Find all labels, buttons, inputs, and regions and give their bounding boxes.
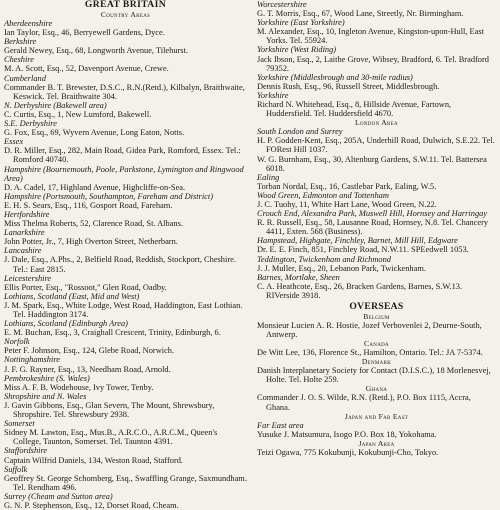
directory-entry: Sidney M. Lawton, Esq., Mus.B., A.R.C.O., A.R.C.M., Queen's College, Taunton, Somerset. Tel. Taunton 4391.: [4, 428, 218, 447]
directory-entry: E. M. Buchan, Esq., 3, Craighall Crescent, Trinity, Edinburgh, 6.: [4, 328, 221, 338]
region-label: Staffordshire: [4, 446, 48, 456]
directory-entry: J. C. Tuohy, 11, White Hart Lane, Wood Green, N.22.: [256, 199, 437, 209]
directory-entry: C. Curtis, Esq., 1, New Lumford, Bakewell.: [4, 109, 152, 119]
directory-entry: Commander J. O. S. Wilde, R.N. (Retd.), P.O. Box 1115, Accra, Ghana.: [256, 393, 471, 412]
region-label: Cheshire: [4, 55, 34, 65]
region-label: Barnes, Mortlake, Sheen: [256, 272, 340, 282]
region-label: Somerset: [4, 419, 35, 429]
directory-entry: G. N. P. Stephenson, Esq., 12, Dorset Road, Cheam.: [4, 500, 179, 510]
region-label: S.E. Derbyshire: [4, 119, 57, 129]
region-label: Hertfordshire: [4, 209, 50, 219]
section-heading-great-britain: GREAT BRITAIN: [84, 0, 167, 10]
directory-entry: Dennis Rush, Esq., 96, Russell Street, Middlesbrough.: [256, 81, 440, 91]
area-subheading: Denmark: [361, 357, 392, 367]
directory-entry: Geoffrey St. George Schomberg, Esq., Swaffling Grange, Saxmundham. Tel. Rendham 496.: [4, 473, 247, 492]
right-column: [257, 0, 496, 500]
region-label: Lothians, Scotland (East, Mid and West): [4, 291, 140, 301]
directory-entry: John Potter, Jr., 7, High Overton Street, Netherbarn.: [4, 237, 178, 247]
directory-entry: J. F. G. Rayner, Esq., 13, Needham Road, Arnold.: [4, 364, 171, 374]
area-subheading: Japan and Far East: [344, 411, 409, 421]
region-label: Far East area: [256, 420, 304, 430]
region-label: Hampshire (Portsmouth, Southampton, Fareham and District): [4, 191, 213, 201]
region-label: Hampstead, Highgate, Finchley, Barnet, Mill Hill, Edgware: [256, 236, 458, 246]
region-label: Berkshire: [4, 37, 37, 47]
region-label: Suffolk: [4, 464, 28, 474]
directory-entry: Ellis Porter, Esq., "Rossoot," Glen Road, Oadby.: [4, 282, 167, 292]
directory-entry: Danish Interplanetary Society for Contact (D.I.S.C.), 18 Morlenesvej, Holte. Tel. Holte 259.: [256, 366, 491, 385]
region-label: Pembrokeshire (S. Wales): [4, 373, 90, 383]
region-label: Yorkshire (West Riding): [256, 45, 337, 55]
region-label: Ealing: [256, 172, 280, 182]
directory-entry: J. M. Spark, Esq., White Lodge, West Road, Haddington, East Lothian. Tel. Haddington 3174.: [4, 300, 243, 319]
directory-entry: C. A. Heathcote, Esq., 26, Bracken Gardens, Barnes, S.W.13. RIVerside 3918.: [256, 281, 463, 300]
directory-entry: W. G. Burnham, Esq., 30, Altenburg Gardens, S.W.11. Tel. Battersea 6018.: [256, 154, 487, 173]
directory-entry: Peter F. Johnson, Esq., 124, Glebe Road, Norwich.: [4, 346, 175, 356]
directory-entry: R. R. Russell, Esq., 58, Lausanne Road, Hornsey, N.8. Tel. Chancery 4411, Exten. 568 (Business).: [256, 218, 489, 237]
region-label: Lancashire: [4, 246, 42, 256]
region-label: Nottinghamshire: [4, 355, 60, 365]
directory-entry: De Witt Lee, 136, Florence St., Hamilton, Ontario. Tel.: JA 7-5374.: [256, 348, 483, 358]
directory-entry: Miss A. F. B. Wodehouse, Ivy Tower, Tenby.: [4, 382, 154, 392]
region-label: Cumberland: [4, 73, 46, 83]
directory-entry: J. J. Muller, Esq., 20, Lebanon Park, Twickenham.: [256, 263, 426, 273]
region-label: Hampshire (Bournemouth, Poole, Parkstone, Lymington and Ringwood Area): [4, 164, 244, 183]
directory-entry: Dr. E. E. Finch, 851, Finchley Road, N.W.11. SPEedwell 1053.: [256, 245, 469, 255]
directory-entry: G. Fox, Esq., 69, Wyvern Avenue, Long Eaton, Notts.: [4, 128, 185, 138]
region-label: Wood Green, Edmonton and Tottenham: [256, 190, 389, 200]
directory-entry: Richard N. Whitehead, Esq., 8, Hillside Avenue, Fartown, Huddersfield. Tel. Huddersfield 4670.: [256, 100, 452, 119]
directory-entry: Commander B. T. Brewster, D.S.C., R.N.(Retd.), Kilbalyn, Braithwaite, Keswick. Tel. Braithwaite 304.: [4, 82, 245, 101]
region-label: Lanarkshire: [4, 228, 45, 238]
directory-entry: Gerald Newey, Esq., 68, Longworth Avenue, Tilehurst.: [4, 46, 188, 56]
region-label: Leicestershire: [4, 273, 52, 283]
directory-entry: M. A. Scott, Esq., 52, Davenport Avenue, Crewe.: [4, 64, 169, 74]
region-label: Teddington, Twickenham and Richmond: [256, 254, 391, 264]
region-label: Shropshire and N. Wales: [4, 391, 87, 401]
region-label: Yorkshire (East Yorkshire): [256, 18, 345, 28]
region-label: Norfolk: [4, 337, 30, 347]
section-heading: OVERSEAS: [349, 301, 404, 312]
region-label: N. Derbyshire (Bakewell area): [4, 100, 107, 110]
directory-entry: Captain Wilfrid Daniels, 134, Weston Road, Stafford.: [4, 455, 184, 465]
area-subheading: Japan Area: [358, 438, 395, 448]
directory-entry: G. T. Morris, Esq., 67, Wood Lane, Streetly, Nr. Birmingham.: [256, 9, 464, 19]
region-label: Essex: [4, 137, 24, 147]
directory-entry: E. H. S. Sears, Esq., 116, Gosport Road, Fareham.: [4, 200, 173, 210]
directory-entry: Teizi Ogawa, 775 Kokubunji, Kokubunji-Cho, Tokyo.: [256, 447, 439, 457]
directory-entry: M. Alexander, Esq., 10, Ingleton Avenue, Kingston-upon-Hull, East Yorks. Tel. 55924.: [256, 27, 484, 46]
region-label: Aberdeenshire: [4, 19, 53, 28]
right-entry-list: [257, 0, 496, 457]
region-label: Worcestershire: [256, 0, 307, 9]
region-label: Yorkshire: [256, 90, 289, 100]
area-subheading: Ghana: [365, 384, 388, 394]
directory-entry: Monsieur Lucien A. R. Hostie, Jozef Verbovenlei 2, Deurne-South, Antwerp.: [256, 321, 482, 340]
directory-entry: H. P. Godden-Kent, Esq., 205A, Underhill Road, Dulwich, S.E.22. Tel. FORest Hill 1037.: [256, 136, 495, 155]
left-entry-list: [4, 19, 247, 510]
directory-entry: Miss Thelma Roberts, 52, Clarence Road, St. Albans.: [4, 219, 183, 229]
directory-entry: Yusuke J. Matsumura, Isogo P.O. Box 18, Yokohama.: [256, 429, 437, 439]
subheading-country-areas: Country Areas: [100, 10, 151, 19]
region-label: Surrey (Cheam and Sutton area): [4, 491, 113, 501]
region-label: Crouch End, Alexandra Park, Muswell Hill, Hornsey and Harringay: [256, 209, 488, 219]
left-column: [4, 0, 247, 510]
area-subheading: Canada: [364, 339, 389, 349]
area-subheading: Belgium: [363, 312, 390, 321]
directory-entry: D. R. Miller, Esq., 282, Main Road, Gidea Park, Romford, Essex. Tel.: Romford 40740.: [4, 146, 241, 165]
directory-entry: Torban Nordal, Esq., 16, Castlebar Park, Ealing, W.5.: [256, 181, 437, 191]
directory-entry: J. Gavin Gibbons, Esq., Glan Severn, The Mount, Shrewsbury, Shropshire. Tel. Shrewsbury 2938.: [4, 400, 215, 420]
region-label: South London and Surrey: [256, 127, 343, 137]
region-label: Lothians, Scotland (Edinburgh Area): [4, 319, 128, 329]
area-subheading: London Area: [355, 118, 398, 128]
directory-entry: Jack Ibson, Esq., 2, Laithe Grove, Wibsey, Bradford, 6. Tel. Bradford 79352.: [256, 54, 489, 73]
region-label: Yorkshire (Middlesbrough and 30-mile radius): [256, 72, 413, 82]
directory-entry: D. A. Cadel, 17, Highland Avenue, Highcliffe-on-Sea.: [4, 182, 186, 192]
directory-entry: J. Dale, Esq., A.Phs., 2, Belfield Road, Reddish, Stockport, Cheshire. Tel.: East 2815.: [4, 255, 236, 274]
directory-entry: Ian Taylor, Esq., 46, Berryewell Gardens, Dyce.: [4, 28, 165, 38]
